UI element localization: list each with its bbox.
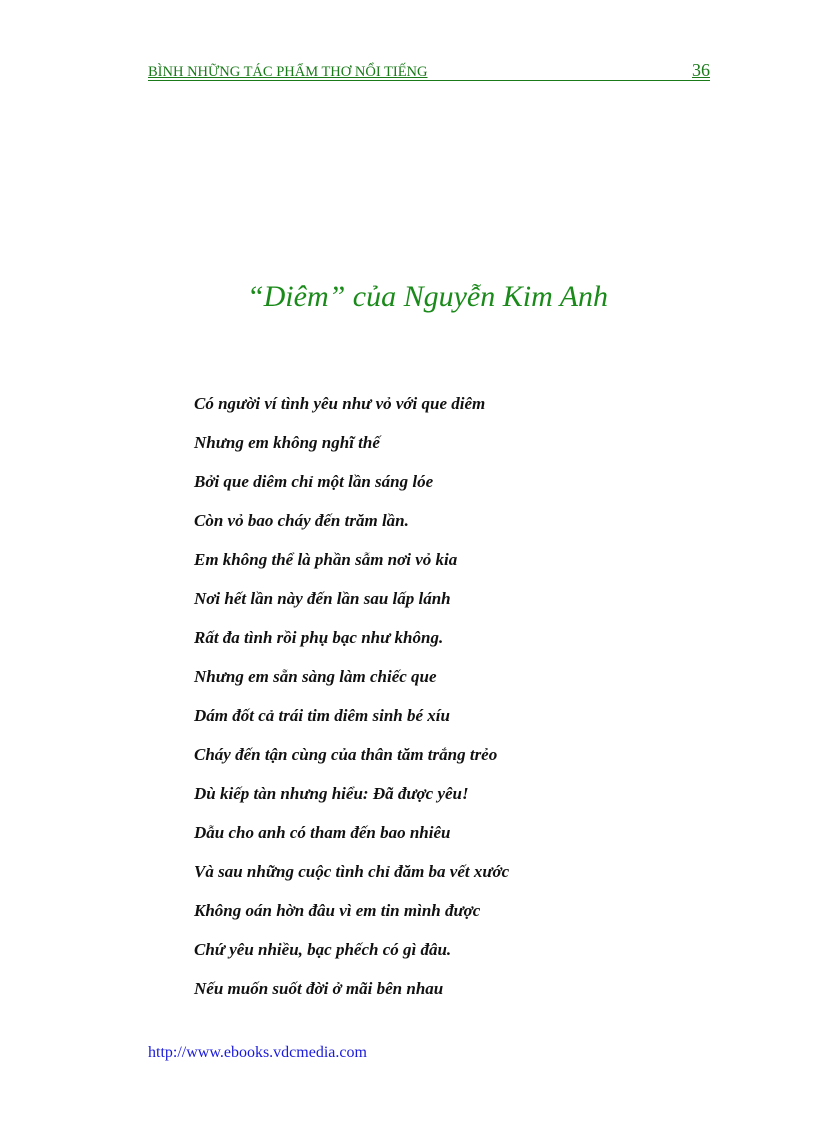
poem-body [194,392,714,1016]
poem-line: Nếu muốn suốt đời ở mãi bên nhau [194,979,444,998]
poem-line: Em không thể là phần sẫm nơi vỏ kia [194,550,458,569]
poem-line: Dù kiếp tàn nhưng hiểu: Đã được yêu! [194,784,469,803]
poem-line: Rất đa tình rồi phụ bạc như không. [194,628,444,647]
poem-line: Bởi que diêm chỉ một lần sáng lóe [194,472,434,491]
poem-line: Cháy đến tận cùng của thân tăm trắng trẻo [194,745,498,764]
poem-line: Chứ yêu nhiều, bạc phếch có gì đâu. [194,940,452,959]
poem-line: Nơi hết lần này đến lần sau lấp lánh [194,589,451,608]
poem-line: Không oán hờn đâu vì em tin mình được [194,901,481,920]
poem-line: Còn vỏ bao cháy đến trăm lần. [194,511,409,530]
page-number: 36 [692,60,710,80]
poem-line: Dám đốt cả trái tim diêm sinh bé xíu [194,706,450,725]
poem-title: “Diêm” của Nguyễn Kim Anh [246,280,609,313]
running-header [148,60,710,81]
poem-line: Và sau những cuộc tình chỉ đăm ba vết xước [194,862,510,881]
poem-line: Nhưng em không nghĩ thế [194,433,380,452]
poem-line: Dẫu cho anh có tham đến bao nhiêu [194,823,451,842]
poem-line: Nhưng em sẵn sàng làm chiếc que [194,667,437,686]
poem-line: Có người ví tình yêu như vỏ với que diêm [194,394,486,413]
book-title: BÌNH NHỮNG TÁC PHẨM THƠ NỔI TIẾNG [148,64,428,80]
footer-website-link[interactable]: http://www.ebooks.vdcmedia.com [148,1044,367,1061]
